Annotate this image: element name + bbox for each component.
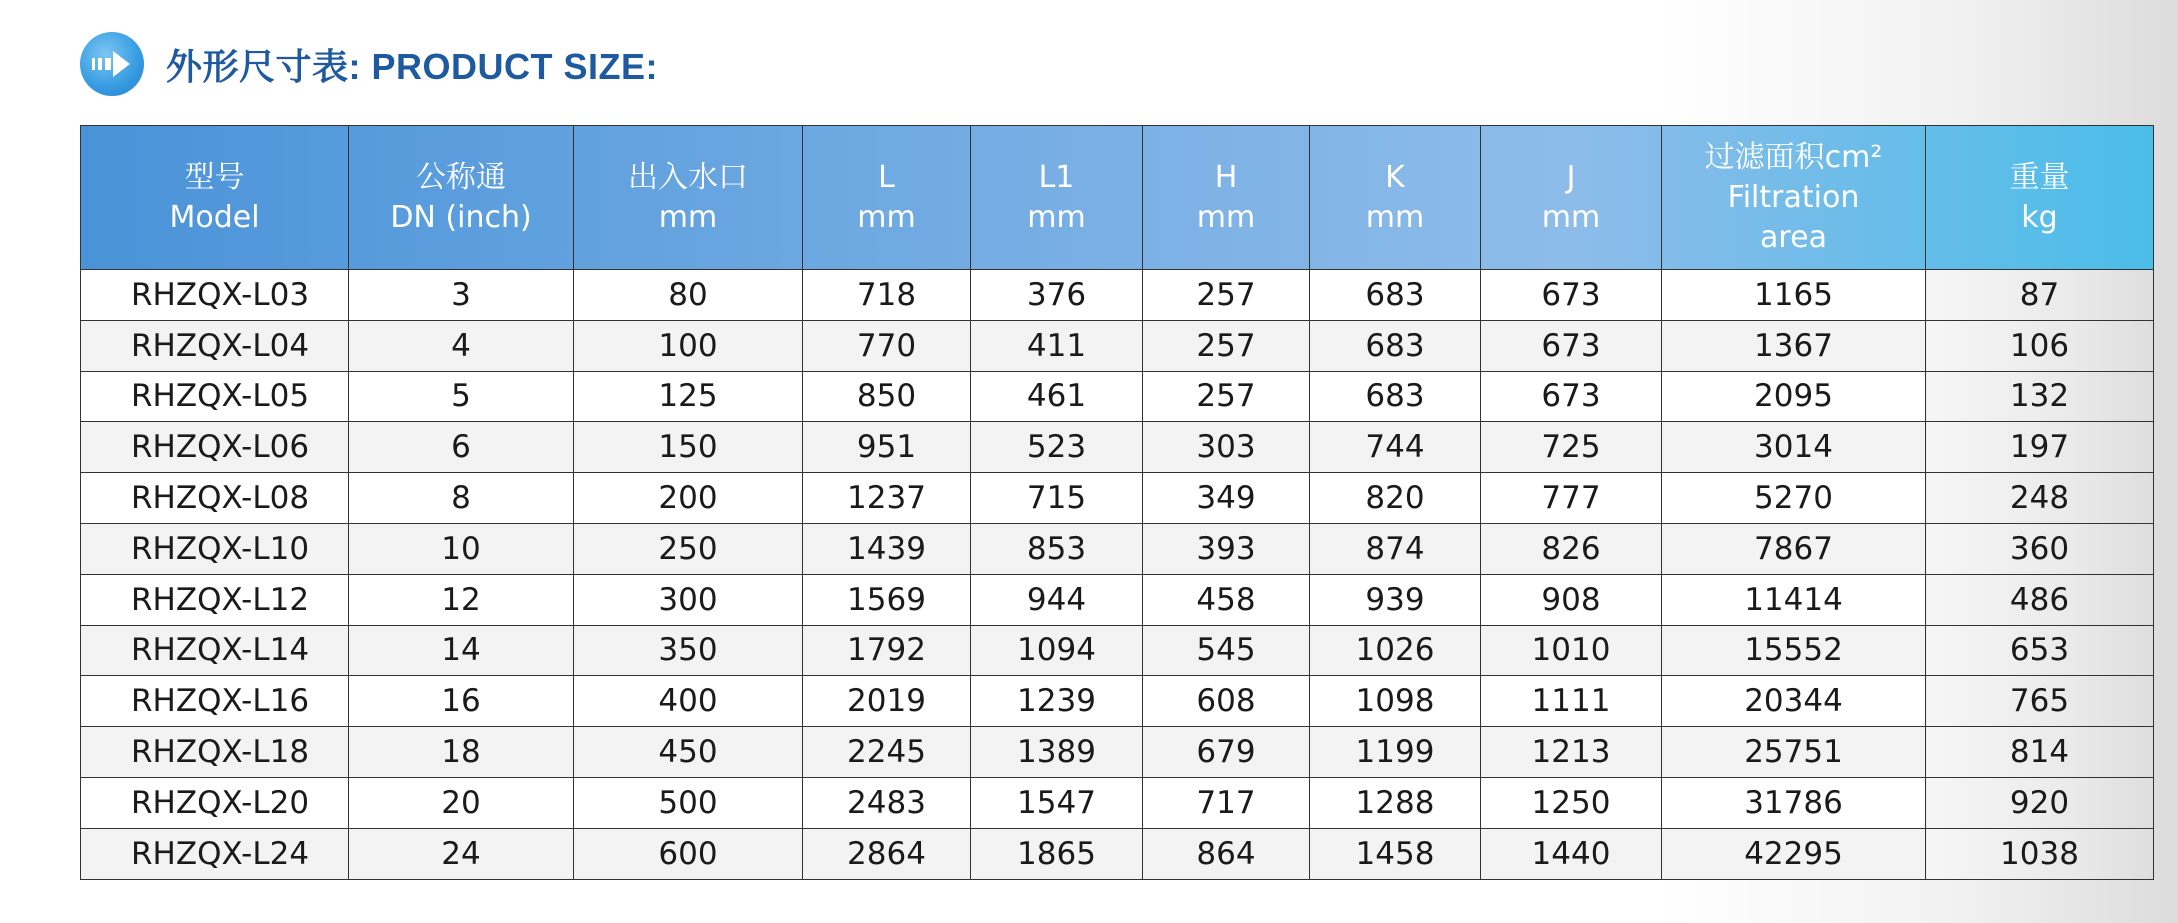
cell-h: 717	[1143, 777, 1310, 828]
cell-l1: 715	[971, 473, 1143, 524]
cell-j: 908	[1481, 574, 1662, 625]
cell-filtration-area: 20344	[1662, 676, 1926, 727]
table-row	[81, 727, 2154, 778]
column-header-h: H mm	[1143, 126, 1310, 270]
cell-weight: 486	[1926, 574, 2154, 625]
cell-inlet-outlet: 80	[574, 270, 803, 321]
cell-j: 673	[1481, 371, 1662, 422]
cell-k: 683	[1310, 270, 1481, 321]
cell-weight: 1038	[1926, 828, 2154, 879]
cell-l1: 1865	[971, 828, 1143, 879]
cell-model: RHZQX-L08	[81, 473, 349, 524]
cell-l: 2483	[803, 777, 971, 828]
cell-dn: 14	[349, 625, 574, 676]
column-header-inlet-outlet: 出入水口 mm	[574, 126, 803, 270]
column-header-k: K mm	[1310, 126, 1481, 270]
cell-inlet-outlet: 350	[574, 625, 803, 676]
cell-model: RHZQX-L10	[81, 523, 349, 574]
cell-h: 257	[1143, 320, 1310, 371]
cell-weight: 653	[1926, 625, 2154, 676]
column-header-l: L mm	[803, 126, 971, 270]
cell-l1: 411	[971, 320, 1143, 371]
cell-filtration-area: 42295	[1662, 828, 1926, 879]
cell-model: RHZQX-L03	[81, 270, 349, 321]
cell-j: 1440	[1481, 828, 1662, 879]
title-separator: :	[348, 45, 372, 87]
cell-weight: 197	[1926, 422, 2154, 473]
cell-filtration-area: 3014	[1662, 422, 1926, 473]
cell-inlet-outlet: 150	[574, 422, 803, 473]
cell-weight: 106	[1926, 320, 2154, 371]
cell-filtration-area: 2095	[1662, 371, 1926, 422]
cell-filtration-area: 7867	[1662, 523, 1926, 574]
cell-weight: 132	[1926, 371, 2154, 422]
section-header	[80, 32, 658, 96]
cell-h: 864	[1143, 828, 1310, 879]
table-row	[81, 270, 2154, 321]
cell-dn: 4	[349, 320, 574, 371]
cell-filtration-area: 25751	[1662, 727, 1926, 778]
cell-l: 2245	[803, 727, 971, 778]
cell-j: 826	[1481, 523, 1662, 574]
cell-dn: 12	[349, 574, 574, 625]
cell-k: 744	[1310, 422, 1481, 473]
cell-h: 257	[1143, 371, 1310, 422]
cell-dn: 3	[349, 270, 574, 321]
cell-k: 1026	[1310, 625, 1481, 676]
cell-j: 673	[1481, 320, 1662, 371]
cell-k: 1199	[1310, 727, 1481, 778]
table-row	[81, 320, 2154, 371]
table-row	[81, 676, 2154, 727]
cell-l1: 376	[971, 270, 1143, 321]
cell-filtration-area: 11414	[1662, 574, 1926, 625]
cell-j: 1111	[1481, 676, 1662, 727]
cell-k: 1458	[1310, 828, 1481, 879]
cell-inlet-outlet: 500	[574, 777, 803, 828]
product-size-table	[80, 125, 2154, 880]
cell-k: 820	[1310, 473, 1481, 524]
cell-h: 349	[1143, 473, 1310, 524]
cell-k: 1288	[1310, 777, 1481, 828]
cell-j: 777	[1481, 473, 1662, 524]
column-header-filtration-area: 过滤面积cm² Filtration area	[1662, 126, 1926, 270]
cell-filtration-area: 5270	[1662, 473, 1926, 524]
cell-weight: 765	[1926, 676, 2154, 727]
cell-l1: 461	[971, 371, 1143, 422]
cell-dn: 8	[349, 473, 574, 524]
cell-k: 683	[1310, 371, 1481, 422]
cell-h: 608	[1143, 676, 1310, 727]
cell-dn: 5	[349, 371, 574, 422]
cell-l: 1792	[803, 625, 971, 676]
cell-model: RHZQX-L20	[81, 777, 349, 828]
table-row	[81, 371, 2154, 422]
table-header-row	[81, 126, 2154, 270]
cell-l1: 853	[971, 523, 1143, 574]
title-en: PRODUCT SIZE:	[371, 45, 659, 87]
column-header-j: J mm	[1481, 126, 1662, 270]
cell-l: 770	[803, 320, 971, 371]
cell-k: 874	[1310, 523, 1481, 574]
cell-h: 393	[1143, 523, 1310, 574]
column-header-l1: L1 mm	[971, 126, 1143, 270]
cell-j: 1010	[1481, 625, 1662, 676]
cell-model: RHZQX-L16	[81, 676, 349, 727]
cell-k: 683	[1310, 320, 1481, 371]
cell-inlet-outlet: 450	[574, 727, 803, 778]
cell-inlet-outlet: 600	[574, 828, 803, 879]
cell-j: 725	[1481, 422, 1662, 473]
cell-h: 679	[1143, 727, 1310, 778]
cell-l1: 1239	[971, 676, 1143, 727]
cell-weight: 814	[1926, 727, 2154, 778]
cell-model: RHZQX-L14	[81, 625, 349, 676]
cell-j: 1213	[1481, 727, 1662, 778]
cell-dn: 6	[349, 422, 574, 473]
cell-filtration-area: 15552	[1662, 625, 1926, 676]
column-header-model: 型号 Model	[81, 126, 349, 270]
cell-l: 951	[803, 422, 971, 473]
cell-l: 2864	[803, 828, 971, 879]
page-title	[166, 39, 658, 90]
cell-l: 1439	[803, 523, 971, 574]
cell-k: 939	[1310, 574, 1481, 625]
table-row	[81, 422, 2154, 473]
table-row	[81, 523, 2154, 574]
cell-inlet-outlet: 100	[574, 320, 803, 371]
cell-l1: 1389	[971, 727, 1143, 778]
cell-model: RHZQX-L18	[81, 727, 349, 778]
cell-l: 718	[803, 270, 971, 321]
cell-l1: 944	[971, 574, 1143, 625]
cell-inlet-outlet: 200	[574, 473, 803, 524]
cell-l1: 1547	[971, 777, 1143, 828]
title-cn: 外形尺寸表	[166, 45, 349, 87]
cell-inlet-outlet: 300	[574, 574, 803, 625]
table-row	[81, 574, 2154, 625]
cell-weight: 248	[1926, 473, 2154, 524]
cell-filtration-area: 31786	[1662, 777, 1926, 828]
cell-filtration-area: 1367	[1662, 320, 1926, 371]
column-header-weight: 重量 kg	[1926, 126, 2154, 270]
cell-dn: 20	[349, 777, 574, 828]
column-header-dn: 公称通 DN (inch)	[349, 126, 574, 270]
cell-inlet-outlet: 125	[574, 371, 803, 422]
cell-model: RHZQX-L12	[81, 574, 349, 625]
cell-dn: 24	[349, 828, 574, 879]
cell-model: RHZQX-L05	[81, 371, 349, 422]
cell-h: 257	[1143, 270, 1310, 321]
cell-dn: 16	[349, 676, 574, 727]
cell-k: 1098	[1310, 676, 1481, 727]
cell-j: 1250	[1481, 777, 1662, 828]
cell-l: 850	[803, 371, 971, 422]
cell-l: 2019	[803, 676, 971, 727]
table-row	[81, 625, 2154, 676]
cell-l: 1569	[803, 574, 971, 625]
table-row	[81, 777, 2154, 828]
cell-dn: 10	[349, 523, 574, 574]
cell-inlet-outlet: 400	[574, 676, 803, 727]
cell-l: 1237	[803, 473, 971, 524]
cell-weight: 87	[1926, 270, 2154, 321]
cell-model: RHZQX-L04	[81, 320, 349, 371]
cell-weight: 360	[1926, 523, 2154, 574]
cell-j: 673	[1481, 270, 1662, 321]
cell-dn: 18	[349, 727, 574, 778]
table-row	[81, 473, 2154, 524]
cell-h: 545	[1143, 625, 1310, 676]
cell-filtration-area: 1165	[1662, 270, 1926, 321]
table-row	[81, 828, 2154, 879]
cell-h: 303	[1143, 422, 1310, 473]
cell-model: RHZQX-L06	[81, 422, 349, 473]
arrow-right-circle-icon	[80, 32, 144, 96]
cell-inlet-outlet: 250	[574, 523, 803, 574]
cell-weight: 920	[1926, 777, 2154, 828]
cell-h: 458	[1143, 574, 1310, 625]
cell-l1: 1094	[971, 625, 1143, 676]
cell-model: RHZQX-L24	[81, 828, 349, 879]
cell-l1: 523	[971, 422, 1143, 473]
